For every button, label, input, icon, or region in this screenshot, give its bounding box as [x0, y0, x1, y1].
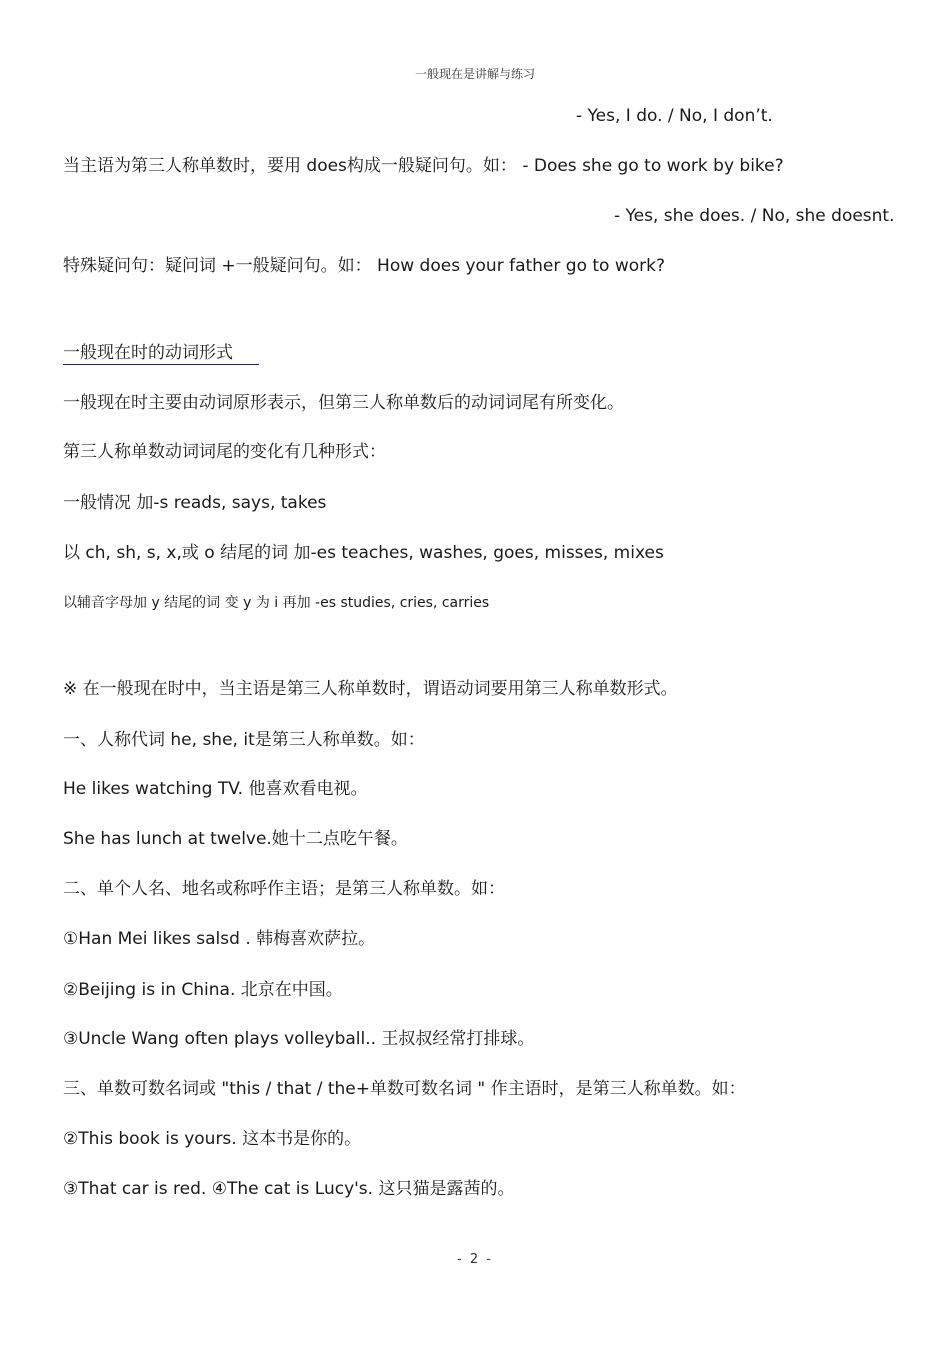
example-car-cat: ③That car is red. ④The cat is Lucy's. 这只猫是露茜的。	[63, 1179, 515, 1199]
example-han-mei: ①Han Mei likes salsd . 韩梅喜欢萨拉。	[63, 929, 376, 949]
example-she: She has lunch at twelve.她十二点吃午餐。	[63, 829, 408, 849]
special-question-rule: 特殊疑问句：疑问词 +一般疑问句。如： How does your father go to work?	[63, 256, 666, 276]
example-this-book: ②This book is yours. 这本书是你的。	[63, 1129, 362, 1149]
example-beijing: ②Beijing is in China. 北京在中国。	[63, 980, 343, 1000]
note-third-person: ※ 在一般现在时中，当主语是第三人称单数时，谓语动词要用第三人称单数形式。	[63, 679, 678, 699]
section-heading-text: 一般现在时的动词形式	[63, 343, 259, 365]
ending-change-intro: 第三人称单数动词词尾的变化有几种形式：	[63, 442, 386, 462]
answer-line-do: - Yes, I do. / No, I don’t.	[576, 106, 773, 126]
rule-add-es: 以 ch, sh, s, x,或 o 结尾的词 加-es teaches, washes, goes, misses, mixes	[63, 543, 664, 563]
point-two-names: 二、单个人名、地名或称呼作主语；是第三人称单数。如：	[63, 879, 505, 899]
point-one-pronouns: 一、人称代词 he, she, it是第三人称单数。如：	[63, 730, 425, 750]
section-heading-verb-forms	[63, 342, 259, 364]
example-he: He likes watching TV. 他喜欢看电视。	[63, 779, 368, 799]
verb-form-intro: 一般现在时主要由动词原形表示，但第三人称单数后的动词词尾有所变化。	[63, 393, 624, 413]
example-uncle-wang: ③Uncle Wang often plays volleyball.. 王叔叔经常打排球。	[63, 1029, 535, 1049]
third-person-question-rule: 当主语为第三人称单数时，要用 does构成一般疑问句。如： - Does she go to work by bike?	[63, 156, 784, 176]
rule-add-s: 一般情况 加-s reads, says, takes	[63, 493, 327, 513]
point-three-nouns: 三、单数可数名词或 "this / that / the+单数可数名词 " 作主语时，是第三人称单数。如：	[63, 1079, 746, 1099]
page-header: 一般现在是讲解与练习	[414, 67, 535, 81]
answer-line-does: - Yes, she does. / No, she doesnt.	[614, 206, 895, 226]
page-number: - 2 -	[457, 1252, 493, 1267]
rule-y-to-i: 以辅音字母加 y 结尾的词 变 y 为 i 再加 -es studies, cries, carries	[63, 595, 490, 611]
